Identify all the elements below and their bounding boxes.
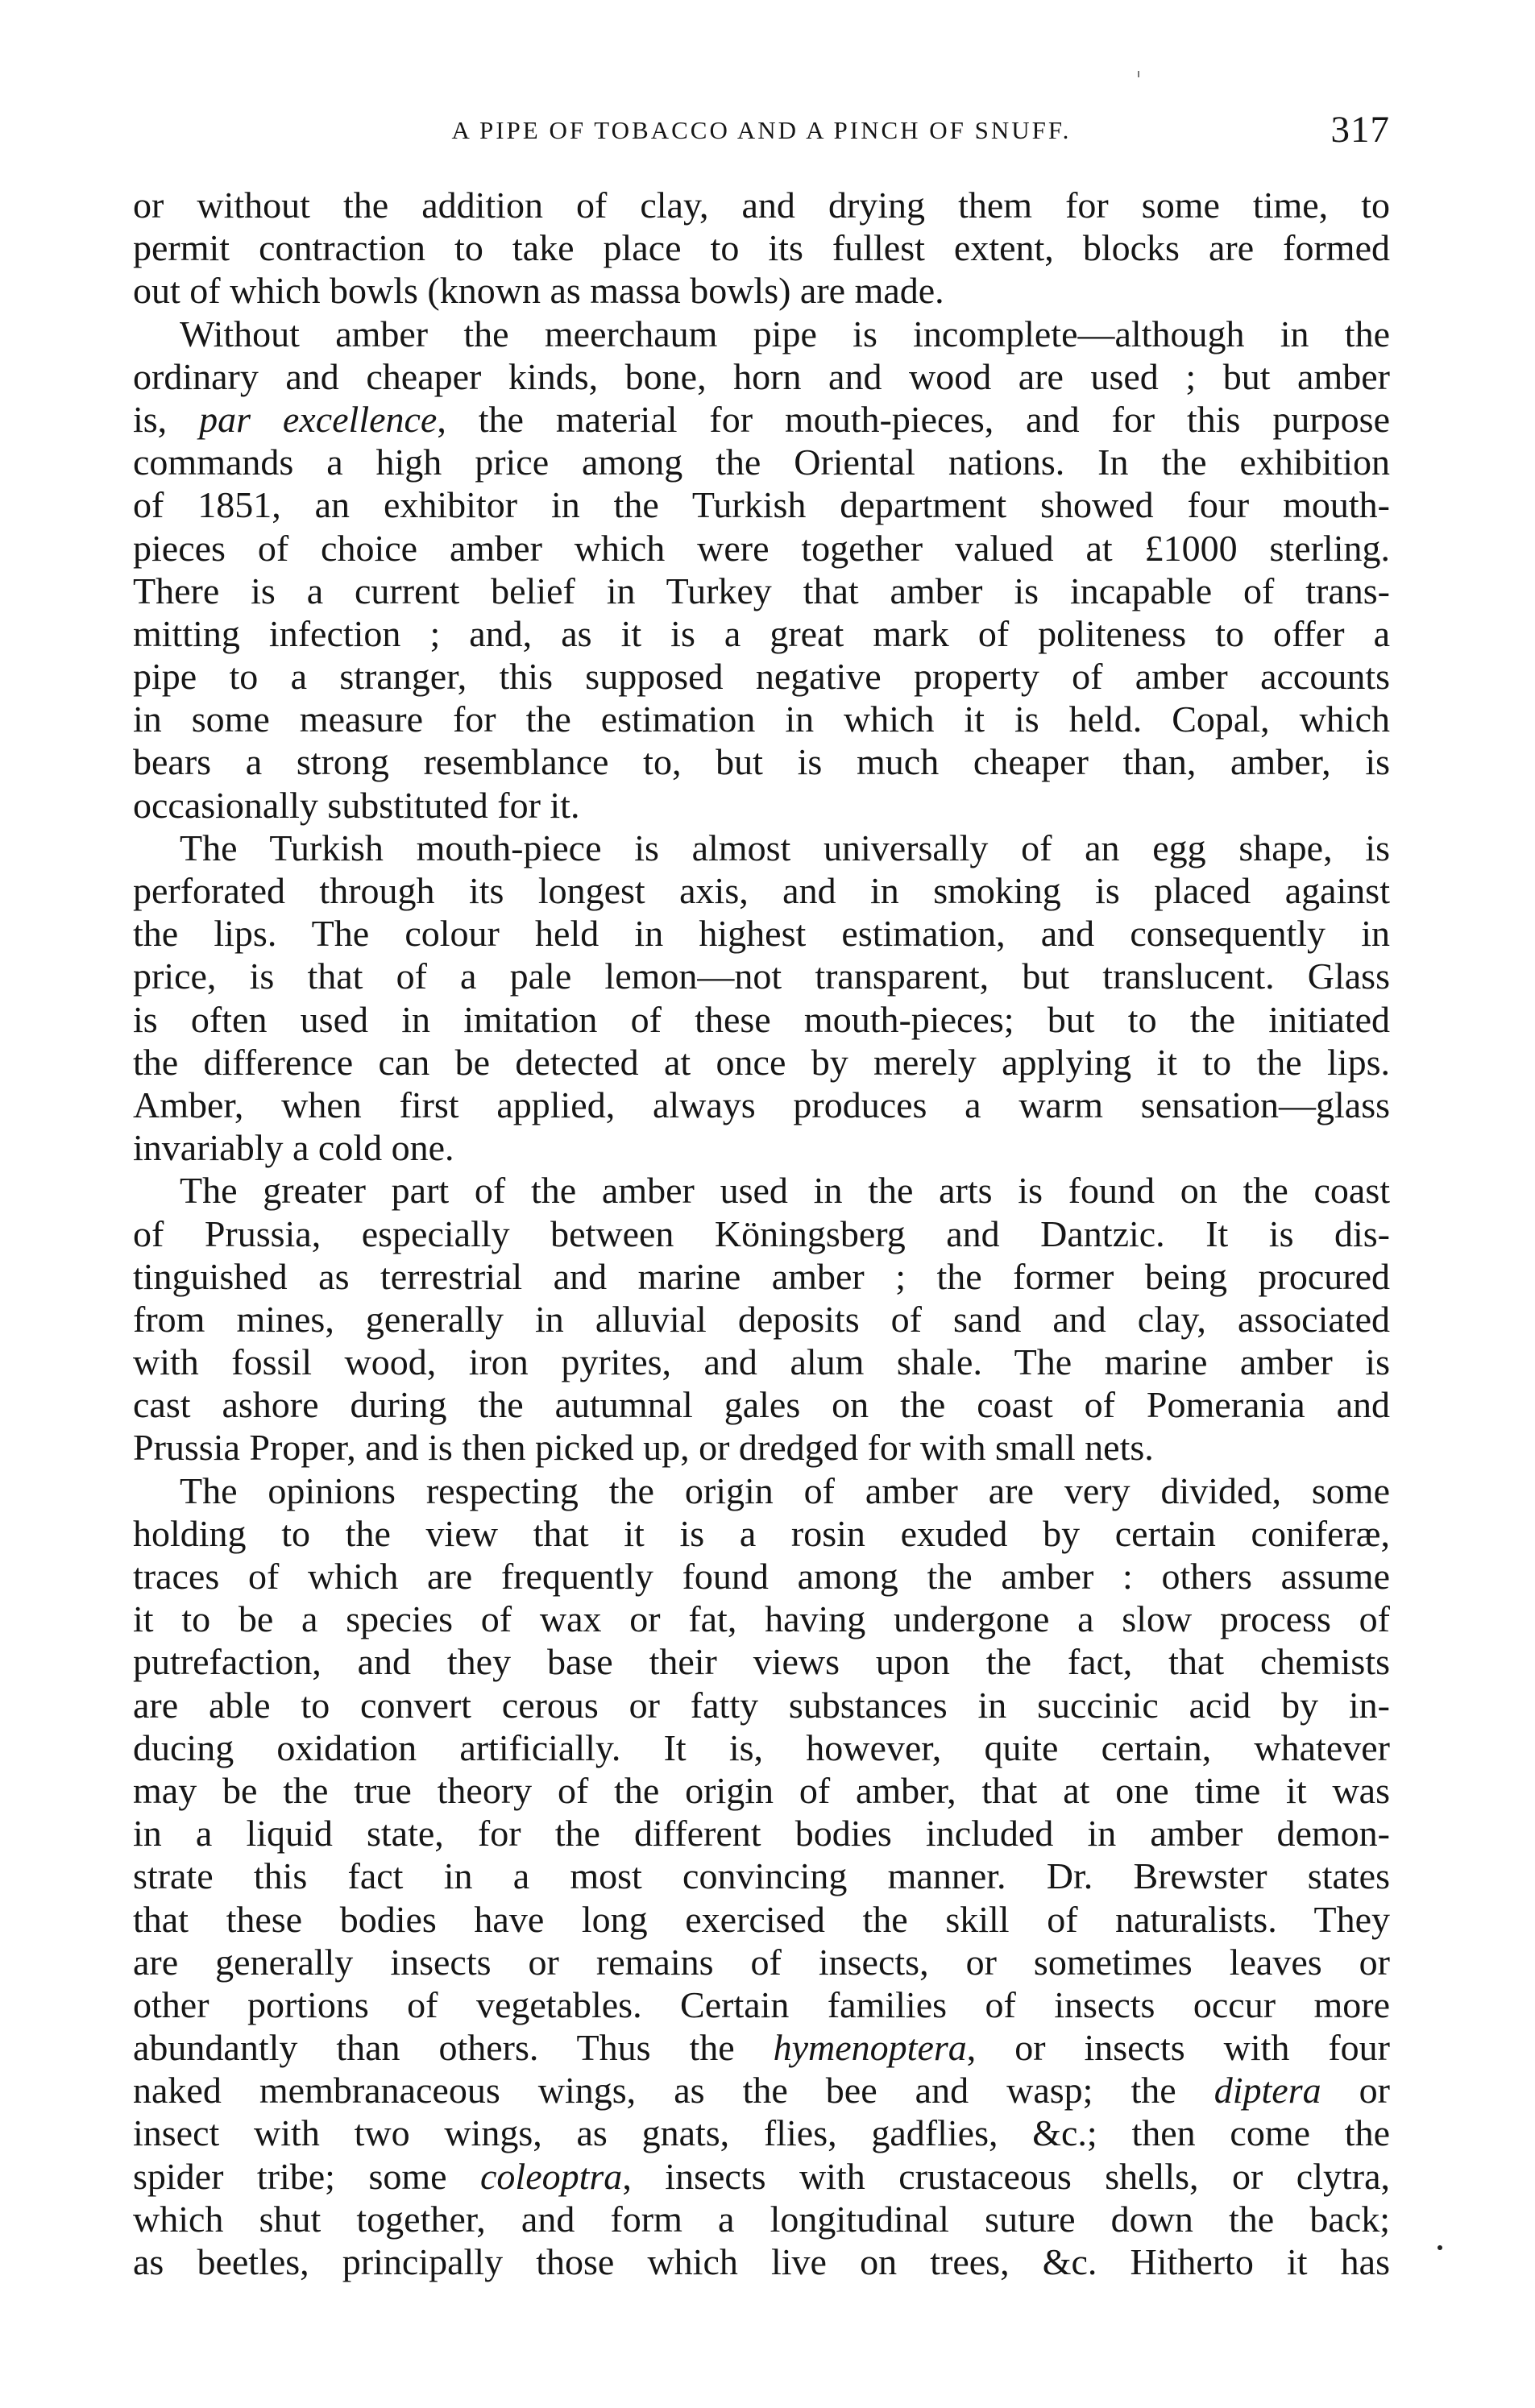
text-line: are generally insects or remains of insects, or sometimes leaves or: [133, 1941, 1390, 1983]
text-line: spider tribe; some coleoptra, insects with crustaceous shells, or clytra,: [133, 2155, 1391, 2197]
italic-term: par excellence: [199, 398, 438, 440]
text-line: occasionally substituted for it.: [133, 784, 580, 826]
text-line: that these bodies have long exercised the skill of naturalists. They: [133, 1898, 1390, 1940]
text-line: out of which bowls (known as massa bowls) are made.: [133, 270, 944, 312]
text-line: of Prussia, especially between Köningsberg and Dantzic. It is dis-: [133, 1212, 1390, 1254]
text-line: commands a high price among the Oriental nations. In the exhibition: [133, 441, 1390, 483]
text-line: in a liquid state, for the different bodies included in amber demon-: [133, 1813, 1390, 1855]
text-line: pieces of choice amber which were together valued at £1000 sterling.: [133, 527, 1390, 569]
text-line: it to be a species of wax or fat, having undergone a slow process of: [133, 1598, 1390, 1640]
text-line: tinguished as terrestrial and marine amber ; the former being procured: [133, 1255, 1390, 1297]
text-line: naked membranaceous wings, as the bee and wasp; the diptera or: [133, 2070, 1390, 2112]
text-line: bears a strong resemblance to, but is much cheaper than, amber, is: [133, 741, 1390, 783]
text-line: as beetles, principally those which live on trees, &c. Hitherto it has: [133, 2241, 1390, 2282]
text-line: the lips. The colour held in highest estimation, and consequently in: [133, 913, 1390, 955]
text-line: of 1851, an exhibitor in the Turkish department showed four mouth-: [133, 484, 1390, 526]
text-line: insect with two wings, as gnats, flies, gadflies, &c.; then come the: [133, 2112, 1390, 2154]
text-line: or without the addition of clay, and drying them for some time, to: [133, 184, 1390, 226]
text-line: cast ashore during the autumnal gales on the coast of Pomerania and: [133, 1384, 1390, 1426]
running-head: [133, 108, 1390, 156]
text-line: may be the true theory of the origin of amber, that at one time it was: [133, 1769, 1390, 1811]
text-line: with fossil wood, iron pyrites, and alum shale. The marine amber is: [133, 1341, 1390, 1383]
text-line: from mines, generally in alluvial deposits of sand and clay, associated: [133, 1298, 1390, 1340]
text-line: permit contraction to take place to its fullest extent, blocks are formed: [133, 227, 1390, 269]
text-line: mitting infection ; and, as it is a great mark of politeness to offer a: [133, 612, 1390, 654]
running-title: A PIPE OF TOBACCO AND A PINCH OF SNUFF.: [451, 116, 1072, 144]
text-line: ordinary and cheaper kinds, bone, horn and wood are used ; but amber: [133, 355, 1390, 397]
text-line: holding to the view that it is a rosin exuded by certain coniferæ,: [133, 1512, 1390, 1554]
text-line: Without amber the meerchaum pipe is incomplete—although in the: [180, 313, 1390, 354]
ink-dot: [1438, 2245, 1442, 2250]
text-line: There is a current belief in Turkey that amber is incapable of trans-: [133, 570, 1390, 611]
text-line: pipe to a stranger, this supposed negative property of amber accounts: [133, 656, 1390, 698]
text-line: The greater part of the amber used in the arts is found on the coast: [180, 1170, 1390, 1212]
text-line: invariably a cold one.: [133, 1127, 454, 1169]
text-line: in some measure for the estimation in which it is held. Copal, which: [133, 698, 1390, 740]
text-line: other portions of vegetables. Certain families of insects occur more: [133, 1983, 1390, 2025]
italic-term: hymenoptera: [773, 2027, 967, 2069]
body-text: [133, 184, 1390, 2283]
text-line: traces of which are frequently found among the amber : others assume: [133, 1556, 1390, 1597]
text-line: ducing oxidation artificially. It is, however, quite certain, whatever: [133, 1726, 1390, 1768]
text-line: is often used in imitation of these mouth-pieces; but to the initiated: [133, 998, 1390, 1040]
text-line: is, par excellence, the material for mouth-pieces, and for this purpose: [133, 398, 1390, 440]
text-line: Prussia Proper, and is then picked up, or dredged for with small nets.: [133, 1427, 1154, 1469]
italic-term: coleoptra: [480, 2155, 623, 2197]
text-line: abundantly than others. Thus the hymenoptera, or insects with four: [133, 2027, 1391, 2069]
scan-speck: [1138, 71, 1139, 77]
text-line: which shut together, and form a longitudinal suture down the back;: [133, 2198, 1390, 2240]
text-line: Amber, when first applied, always produces a warm sensation—glass: [133, 1084, 1390, 1125]
text-line: The opinions respecting the origin of amber are very divided, some: [180, 1469, 1390, 1511]
text-line: price, is that of a pale lemon—not transparent, but translucent. Glass: [133, 955, 1390, 997]
page-number: 317: [1330, 109, 1390, 151]
text-line: are able to convert cerous or fatty substances in succinic acid by in-: [133, 1684, 1390, 1726]
text-line: The Turkish mouth-piece is almost universally of an egg shape, is: [180, 827, 1390, 868]
text-line: perforated through its longest axis, and in smoking is placed against: [133, 870, 1390, 911]
italic-term: diptera: [1213, 2070, 1321, 2112]
text-line: strate this fact in a most convincing manner. Dr. Brewster states: [133, 1855, 1390, 1897]
text-line: putrefaction, and they base their views upon the fact, that chemists: [133, 1641, 1390, 1683]
text-line: the difference can be detected at once by merely applying it to the lips.: [133, 1041, 1390, 1083]
